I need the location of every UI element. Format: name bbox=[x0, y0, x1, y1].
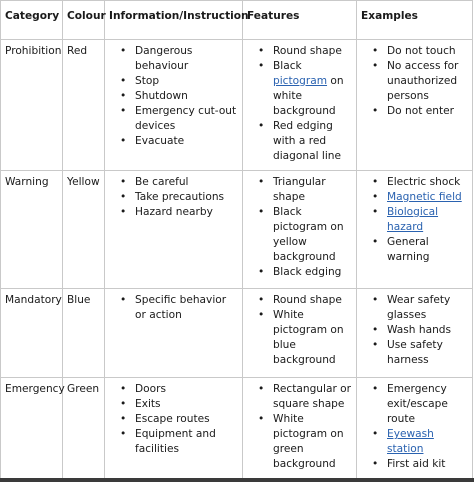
list-item: • Round shape bbox=[273, 293, 352, 308]
features-list bbox=[247, 293, 352, 368]
features-list bbox=[247, 382, 352, 472]
list-item: • Do not enter bbox=[387, 104, 468, 119]
examples-cell bbox=[357, 171, 473, 289]
list-item bbox=[387, 427, 468, 457]
table-row bbox=[1, 378, 473, 479]
list-item: • Doors bbox=[135, 382, 238, 397]
examples-cell bbox=[357, 378, 473, 479]
colour-cell: Yellow bbox=[63, 171, 105, 289]
list-item: • Red edging with a red diagonal line bbox=[273, 119, 352, 164]
category-cell: Prohibition bbox=[1, 40, 63, 171]
list-item: • White pictogram on blue background bbox=[273, 308, 352, 368]
features-list bbox=[247, 44, 352, 164]
list-item: • Black pictogram on yellow background bbox=[273, 205, 352, 265]
features-cell bbox=[243, 378, 357, 479]
list-item: • First aid kit bbox=[387, 457, 468, 472]
glossary-link[interactable]: Biological hazard bbox=[387, 206, 439, 233]
examples-list bbox=[361, 44, 468, 119]
glossary-link[interactable]: Magnetic field bbox=[387, 191, 462, 203]
header-category: Category bbox=[1, 1, 63, 40]
list-item bbox=[273, 59, 352, 119]
examples-cell bbox=[357, 40, 473, 171]
information-cell bbox=[105, 378, 243, 479]
list-item: • Stop bbox=[135, 74, 238, 89]
list-item: • Equipment and facilities bbox=[135, 427, 238, 457]
glossary-link[interactable]: pictogram bbox=[273, 75, 328, 87]
header-features: Features bbox=[243, 1, 357, 40]
list-item: • Shutdown bbox=[135, 89, 238, 104]
information-cell bbox=[105, 289, 243, 378]
features-list bbox=[247, 175, 352, 280]
list-item: • Emergency exit/escape route bbox=[387, 382, 468, 427]
information-list bbox=[109, 175, 238, 220]
list-item: • Take precautions bbox=[135, 190, 238, 205]
table-row bbox=[1, 171, 473, 289]
list-item: • Exits bbox=[135, 397, 238, 412]
list-item: • Evacuate bbox=[135, 134, 238, 149]
information-cell bbox=[105, 40, 243, 171]
examples-list bbox=[361, 175, 468, 265]
information-cell bbox=[105, 171, 243, 289]
list-item: • Wash hands bbox=[387, 323, 468, 338]
list-item: • Hazard nearby bbox=[135, 205, 238, 220]
list-item: • Round shape bbox=[273, 44, 352, 59]
information-list bbox=[109, 44, 238, 149]
list-item: • Dangerous behaviour bbox=[135, 44, 238, 74]
table-row bbox=[1, 40, 473, 171]
information-list bbox=[109, 382, 238, 457]
features-cell bbox=[243, 289, 357, 378]
list-item: • Black edging bbox=[273, 265, 352, 280]
header-row bbox=[1, 1, 473, 40]
text-span: on white background bbox=[273, 75, 344, 117]
list-item bbox=[387, 190, 468, 205]
list-item: • Triangular shape bbox=[273, 175, 352, 205]
list-item: • Rectangular or square shape bbox=[273, 382, 352, 412]
text-span: Black bbox=[273, 60, 302, 72]
features-cell bbox=[243, 171, 357, 289]
features-cell bbox=[243, 40, 357, 171]
list-item: • Wear safety glasses bbox=[387, 293, 468, 323]
list-item: • Use safety harness bbox=[387, 338, 468, 368]
list-item: • Be careful bbox=[135, 175, 238, 190]
examples-list bbox=[361, 382, 468, 472]
examples-list bbox=[361, 293, 468, 368]
table-row bbox=[1, 289, 473, 378]
information-list bbox=[109, 293, 238, 323]
header-examples: Examples bbox=[357, 1, 473, 40]
bottom-edge-bar bbox=[0, 478, 474, 482]
list-item bbox=[387, 205, 468, 235]
list-item: • Emergency cut-out devices bbox=[135, 104, 238, 134]
category-cell: Emergency bbox=[1, 378, 63, 479]
colour-cell: Blue bbox=[63, 289, 105, 378]
header-information: Information/Instruction bbox=[105, 1, 243, 40]
examples-cell bbox=[357, 289, 473, 378]
list-item: • Electric shock bbox=[387, 175, 468, 190]
category-cell: Warning bbox=[1, 171, 63, 289]
list-item: • White pictogram on green background bbox=[273, 412, 352, 472]
colour-cell: Green bbox=[63, 378, 105, 479]
list-item: • Escape routes bbox=[135, 412, 238, 427]
list-item: • General warning bbox=[387, 235, 468, 265]
list-item: • Do not touch bbox=[387, 44, 468, 59]
list-item: • No access for unauthorized persons bbox=[387, 59, 468, 104]
glossary-link[interactable]: Eyewash station bbox=[387, 428, 434, 455]
list-item: • Specific behavior or action bbox=[135, 293, 238, 323]
colour-cell: Red bbox=[63, 40, 105, 171]
header-colour: Colour bbox=[63, 1, 105, 40]
category-cell: Mandatory bbox=[1, 289, 63, 378]
